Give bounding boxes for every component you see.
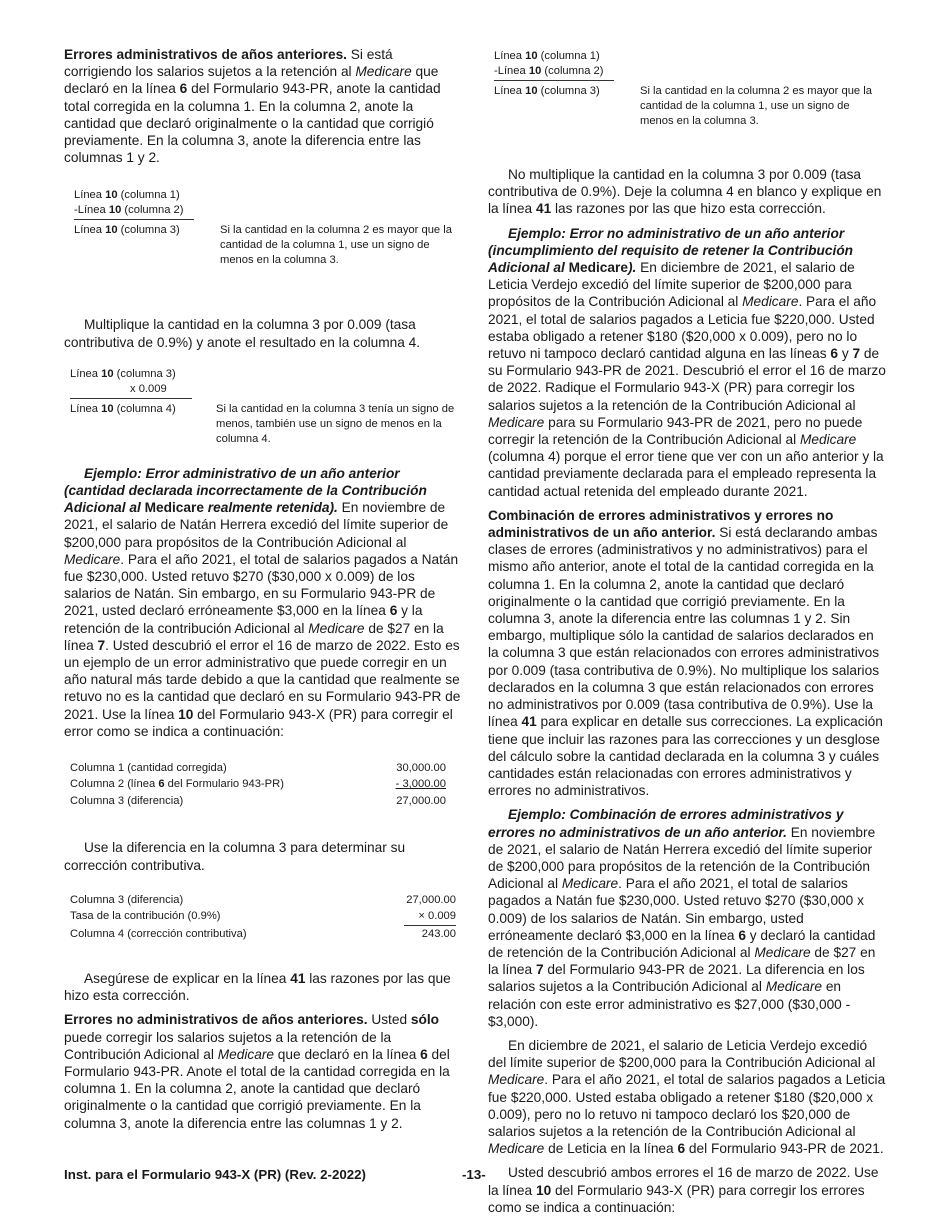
- table-row: Tasa de la contribución (0.9%) × 0.009: [70, 908, 456, 925]
- paragraph-prior-year-nonadmin-errors: Errores no administrativos de años anteriores. Usted sólo puede corregir los salarios sujetos a la retención de la Contribución Adicional al Medicare que declaró en la línea 6 del Formulario 943-PR. Anote el total de la cantidad corregida en la columna 1. En la columna 2, anote la cantidad que declaró originalmente o la cantidad que corrigió previamente. En la columna 3, anote la diferencia entre las columnas 1 y 2.: [64, 1012, 450, 1131]
- paragraph-explain-line-41: Asegúrese de explicar en la línea 41 las razones por las que hizo esta corrección.: [64, 970, 451, 1004]
- table-row: Columna 2 (línea 6 del Formulario 943-PR) - 3,000.00: [70, 778, 446, 791]
- paragraph-leticia: En diciembre de 2021, el salario de Leticia Verdejo excedió del límite superior de $200,000 para la Contribución Adicional al Medicare. Para el año 2021, el total de salarios pagados a Leticia fue $220,000. Usted estaba obligado a retener $180 ($20,000 x 0.009), pero no lo retuvo ni tampoco declaró los $20,000 de salarios sujetos a la retención de la Contribución Adicional al Medicare de Leticia en la línea 6 del Formulario 943-PR de 2021.: [488, 1037, 886, 1157]
- calc-note: Si la cantidad en la columna 3 tenía un signo de menos, también use un signo de menos en la columna 4.: [216, 402, 455, 445]
- table-tax-correction: [70, 892, 456, 942]
- paragraph-multiply: Multiplique la cantidad en la columna 3 por 0.009 (tasa contributiva de 0.9%) y anote el resultado en la columna 4.: [64, 317, 421, 350]
- calculation-block-col4: Línea 10 (columna 3) x 0.009 Línea 10 (columna 4) Si la cantidad en la columna 3 tenía un signo de menos, también use un signo de menos en la columna 4.: [70, 367, 462, 447]
- right-column: [488, 46, 886, 1223]
- footer-title: Inst. para el Formulario 943-X (PR) (Rev. 2-2022): [64, 1167, 366, 1182]
- paragraph-example-nonadmin-error: Ejemplo: Error no administrativo de un año anterior (incumplimiento del requisito de retener la Contribución Adicional al Medicare). En diciembre de 2021, el salario de Leticia Verdejo excedió del límite superior de $200,000 para propósitos de la Contribución Adicional al Medicare. Para el año 2021, el total de salarios pagados a Leticia fue $220,000. Usted estaba obligado a retener $180 ($20,000 x 0.009), pero no lo retuvo ni tampoco declaró cantidad alguna en las líneas 6 y 7 de su Formulario 943-PR de 2021. Descubrió el error el 16 de marzo de 2022. Radique el Formulario 943-X (PR) para corregir los salarios sujetos a la retención de la Contribución Adicional al Medicare para su Formulario 943-PR de 2021, pero no puede corregir la retención de la Contribución Adicional al Medicare (columna 4) porque el error tiene que ver con un año anterior y la cantidad previamente declarada para el empleado representa la cantidad actual retenida del empleado durante 2021.: [488, 225, 886, 499]
- paragraph-no-multiply: No multiplique la cantidad en la columna 3 por 0.009 (tasa contributiva de 0.9%). Deje la columna 4 en blanco y explique en la línea 41 las razones por las que hizo esta corrección.: [488, 167, 882, 217]
- paragraph-combination-errors: Combinación de errores administrativos y errores no administrativos de un año anterior. Si está declarando ambas clases de errores (administrativos y no administrativos) para el mismo año anterior, anote el total de la cantidad corregida en la columna 1. En la columna 2, anote la cantidad que declaró originalmente o la cantidad que corrigió previamente. En la columna 3, anote la diferencia entre las columnas 1 y 2. Sin embargo, multiplique sólo la cantidad de salarios declarados en la columna 3 que están relacionados con errores administrativos por 0.009 (tasa contributiva de 0.9%). No multiplique los salarios declarados en la columna 3 que están relacionados con errores no administrativos por 0.009 (tasa contributiva de 0.9%). Use la línea 41 para explicar en detalle sus correcciones. La explicación tiene que incluir las razones para las correcciones y un desglose del cálculo sobre la cantidad declarada en la columna 3 y cuáles cantidades están relacionadas con errores administrativos y errores no administrativos.: [488, 507, 883, 799]
- paragraph-example-combination: Ejemplo: Combinación de errores administrativos y errores no administrativos de un año anterior. En noviembre de 2021, el salario de Natán Herrera excedió del límite superior de $200,000 para propósitos de la retención de la Contribución Adicional al Medicare. Para el año 2021, el total de salarios pagados a Natán fue $230,000. Usted retuvo $270 ($30,000 x 0.009) de los salarios de Natán. Sin embargo, usted erróneamente declaró $3,000 en la línea 6 y declaró la cantidad de retención de la Contribución Adicional al Medicare de $27 en la línea 7 del Formulario 943-PR de 2021. La diferencia en los salarios sujetos a la Contribución Adicional al Medicare en relación con este error administrativo es $27,000 ($30,000 - $3,000).: [488, 807, 876, 1029]
- paragraph-prior-year-admin-errors: Errores administrativos de años anteriores. Si está corrigiendo los salarios sujetos a la retención al Medicare que declaró en la línea 6 del Formulario 943-PR, anote la cantidad total corregida en la columna 1. En la columna 2, anote la cantidad que declaró originalmente o la cantidad que corrigió previamente. En la columna 3, anote la diferencia entre las columnas 1 y 2.: [64, 47, 441, 166]
- paragraph-use-difference: Use la diferencia en la columna 3 para determinar su corrección contributiva.: [64, 840, 406, 873]
- calc-note: Si la cantidad en la columna 2 es mayor que la cantidad de la columna 1, use un signo de menos en la columna 3.: [220, 224, 452, 267]
- table-row: Columna 1 (cantidad corregida) 30,000.00: [70, 762, 446, 775]
- left-column: [64, 46, 462, 1139]
- paragraph-both-errors: Usted descubrió ambos errores el 16 de marzo de 2022. Use la línea 10 del Formulario 943-X (PR) para corregir los errores como se indica a continuación:: [488, 1165, 879, 1215]
- table-row: Columna 3 (diferencia) 27,000.00: [70, 794, 446, 807]
- table-corrected-amounts: [70, 760, 446, 809]
- paragraph-example-admin-error: Ejemplo: Error administrativo de un año anterior (cantidad declarada incorrectamente de la Contribución Adicional al Medicare realmente retenida). En noviembre de 2021, el salario de Natán Herrera excedió del límite superior de $200,000 para propósitos de la Contribución Adicional al Medicare. Para el año 2021, el total de salarios pagados a Natán fue $230,000. Usted retuvo $270 ($30,000 x 0.009) de los salarios de Natán. Sin embargo, en su Formulario 943-PR de 2021, usted declaró erróneamente $3,000 en la línea 6 y la retención de la contribución Adicional al Medicare de $27 en la línea 7. Usted descubrió el error el 16 de marzo de 2022. Esto es un ejemplo de un error administrativo que puede corregir en un año natural más tarde debido a que la cantidad que realmente se retuvo no es la cantidad que declaró en su Formulario 943-PR de 2021. Use la línea 10 del Formulario 943-X (PR) para corregir el error como se indica a continuación:: [64, 465, 461, 739]
- calculation-block-col3: Línea 10 (columna 1) -Línea 10 (columna 2) Línea 10 (columna 3) Si la cantidad en la columna 2 es mayor que la cantidad de la columna 1, use un signo de menos en la columna 3.: [494, 49, 886, 129]
- table-row: Columna 4 (corrección contributiva) 243.00: [70, 927, 456, 940]
- calc-note: Si la cantidad en la columna 2 es mayor que la cantidad de la columna 1, use un signo de menos en la columna 3.: [640, 85, 872, 127]
- page-number: -13-: [462, 1167, 486, 1182]
- table-row: Columna 3 (diferencia) 27,000.00: [70, 893, 456, 906]
- calculation-block-col3: Línea 10 (columna 1) -Línea 10 (columna 2) Línea 10 (columna 3) Si la cantidad en la columna 2 es mayor que la cantidad de la columna 1, use un signo de menos en la columna 3.: [74, 188, 462, 268]
